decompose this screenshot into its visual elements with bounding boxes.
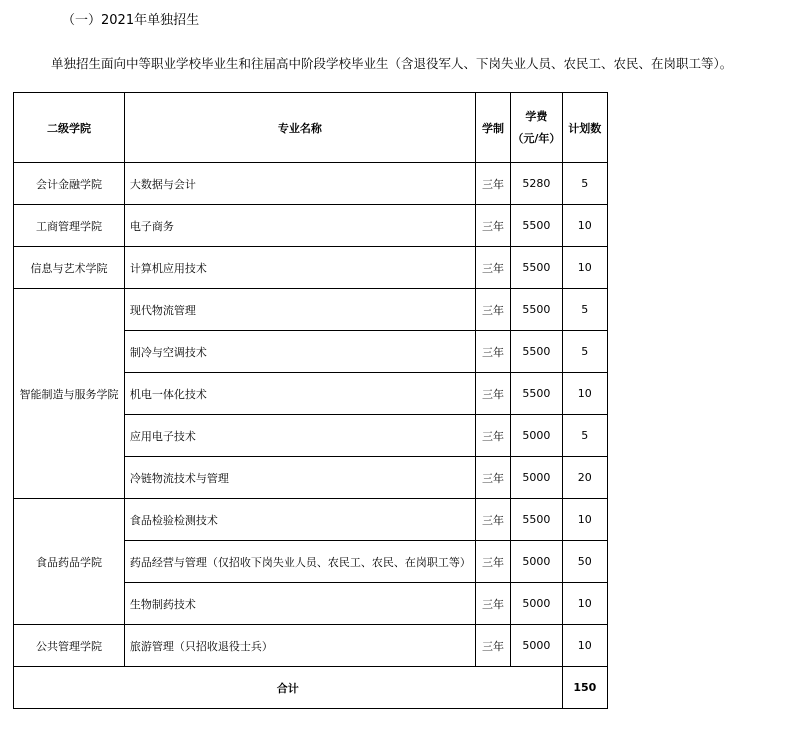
fee-cell: 5500 [511, 247, 562, 289]
fee-cell: 5000 [511, 583, 562, 625]
duration-cell: 三年 [475, 625, 510, 667]
major-cell: 制冷与空调技术 [124, 331, 475, 373]
duration-cell: 三年 [475, 247, 510, 289]
duration-cell: 三年 [475, 415, 510, 457]
duration-cell: 三年 [475, 499, 510, 541]
table-row [14, 289, 608, 331]
plan-cell: 10 [562, 625, 607, 667]
college-cell: 智能制造与服务学院 [14, 289, 125, 499]
college-cell: 会计金融学院 [14, 163, 125, 205]
fee-cell: 5500 [511, 289, 562, 331]
fee-cell: 5500 [511, 205, 562, 247]
plan-cell: 10 [562, 247, 607, 289]
plan-cell: 10 [562, 499, 607, 541]
major-cell: 旅游管理（只招收退役士兵） [124, 625, 475, 667]
plan-cell: 10 [562, 373, 607, 415]
plan-cell: 10 [562, 205, 607, 247]
college-cell: 公共管理学院 [14, 625, 125, 667]
fee-cell: 5000 [511, 457, 562, 499]
major-cell: 生物制药技术 [124, 583, 475, 625]
table-header-row [14, 93, 608, 163]
college-cell: 食品药品学院 [14, 499, 125, 625]
major-cell: 冷链物流技术与管理 [124, 457, 475, 499]
duration-cell: 三年 [475, 583, 510, 625]
plan-cell: 5 [562, 289, 607, 331]
table-row [14, 205, 608, 247]
fee-cell: 5000 [511, 415, 562, 457]
college-cell: 工商管理学院 [14, 205, 125, 247]
plan-cell: 50 [562, 541, 607, 583]
major-cell: 药品经营与管理（仅招收下岗失业人员、农民工、农民、在岗职工等） [124, 541, 475, 583]
header-plan: 计划数 [562, 93, 607, 163]
major-cell: 计算机应用技术 [124, 247, 475, 289]
intro-text: 单独招生面向中等职业学校毕业生和往届高中阶段学校毕业生（含退役军人、下岗失业人员、农民工、农民、在岗职工等）。 [51, 56, 733, 71]
duration-cell: 三年 [475, 163, 510, 205]
duration-cell: 三年 [475, 457, 510, 499]
header-fee-line1: 学费 [525, 109, 548, 123]
fee-cell: 5500 [511, 373, 562, 415]
header-fee [511, 93, 562, 163]
fee-cell: 5500 [511, 499, 562, 541]
section-title: （一）2021年单独招生 [62, 13, 200, 28]
fee-cell: 5280 [511, 163, 562, 205]
header-duration: 学制 [475, 93, 510, 163]
duration-cell: 三年 [475, 331, 510, 373]
header-major: 专业名称 [124, 93, 475, 163]
duration-cell: 三年 [475, 373, 510, 415]
header-fee-line2: （元/年） [512, 131, 561, 145]
plan-cell: 20 [562, 457, 607, 499]
fee-cell: 5000 [511, 541, 562, 583]
plan-cell: 5 [562, 331, 607, 373]
major-cell: 现代物流管理 [124, 289, 475, 331]
fee-cell: 5500 [511, 331, 562, 373]
duration-cell: 三年 [475, 205, 510, 247]
duration-cell: 三年 [475, 541, 510, 583]
table-row [14, 247, 608, 289]
table-row [14, 625, 608, 667]
major-cell: 应用电子技术 [124, 415, 475, 457]
total-value: 150 [562, 667, 607, 709]
fee-cell: 5000 [511, 625, 562, 667]
plan-cell: 5 [562, 415, 607, 457]
total-row [14, 667, 608, 709]
major-cell: 机电一体化技术 [124, 373, 475, 415]
college-cell: 信息与艺术学院 [14, 247, 125, 289]
plan-cell: 10 [562, 583, 607, 625]
major-cell: 食品检验检测技术 [124, 499, 475, 541]
major-cell: 电子商务 [124, 205, 475, 247]
major-cell: 大数据与会计 [124, 163, 475, 205]
table-row [14, 163, 608, 205]
enrollment-table [13, 92, 608, 709]
total-label: 合计 [14, 667, 563, 709]
header-college: 二级学院 [14, 93, 125, 163]
table-row [14, 499, 608, 541]
plan-cell: 5 [562, 163, 607, 205]
duration-cell: 三年 [475, 289, 510, 331]
